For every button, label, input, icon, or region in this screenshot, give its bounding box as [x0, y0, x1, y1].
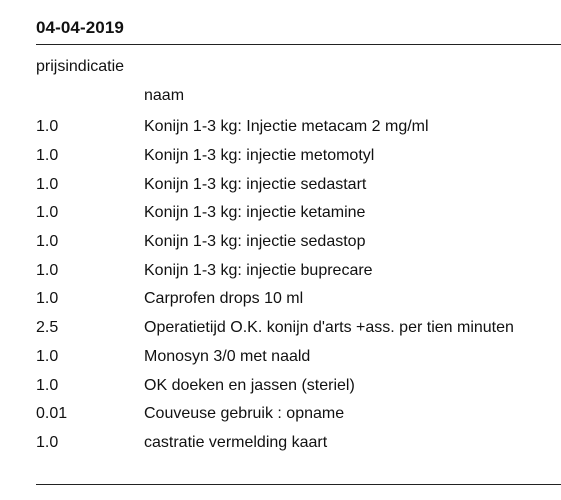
row-name: Konijn 1-3 kg: injectie sedastart	[144, 175, 367, 193]
row-name: OK doeken en jassen (steriel)	[144, 376, 355, 394]
row-name: Konijn 1-3 kg: injectie sedastop	[144, 233, 366, 251]
row-name: Carprofen drops 10 ml	[144, 290, 304, 308]
table-row	[36, 113, 556, 142]
row-price: 1.0	[36, 147, 59, 165]
row-name: castratie vermelding kaart	[144, 433, 328, 451]
table-row	[36, 314, 556, 343]
column-header-name: naam	[144, 87, 185, 104]
row-price: 1.0	[36, 290, 59, 308]
row-name: Monosyn 3/0 met naald	[144, 347, 311, 365]
line-items-list	[36, 113, 556, 457]
row-name: Operatietijd O.K. konijn d'arts +ass. per tien minuten	[144, 319, 514, 337]
row-price: 1.0	[36, 175, 59, 193]
table-row	[36, 170, 556, 199]
table-row	[36, 142, 556, 171]
table-row	[36, 228, 556, 257]
table-row	[36, 429, 556, 458]
row-price: 2.5	[36, 319, 59, 337]
row-name: Konijn 1-3 kg: injectie buprecare	[144, 261, 373, 279]
table-row	[36, 256, 556, 285]
row-name: Konijn 1-3 kg: Injectie metacam 2 mg/ml	[144, 118, 429, 136]
table-row	[36, 343, 556, 372]
column-header-price: prijsindicatie	[36, 58, 125, 75]
row-name: Couveuse gebruik : opname	[144, 405, 345, 423]
row-price: 0.01	[36, 405, 68, 423]
row-price: 1.0	[36, 347, 59, 365]
row-price: 1.0	[36, 204, 59, 222]
row-name: Konijn 1-3 kg: injectie ketamine	[144, 204, 366, 222]
row-name: Konijn 1-3 kg: injectie metomotyl	[144, 147, 375, 165]
row-price: 1.0	[36, 376, 59, 394]
row-price: 1.0	[36, 118, 59, 136]
table-row	[36, 400, 556, 429]
row-price: 1.0	[36, 433, 59, 451]
row-price: 1.0	[36, 233, 59, 251]
top-divider	[36, 44, 561, 45]
row-price: 1.0	[36, 261, 59, 279]
date-heading: 04-04-2019	[36, 18, 124, 37]
bottom-divider	[36, 484, 561, 485]
table-row	[36, 199, 556, 228]
table-row	[36, 285, 556, 314]
table-row	[36, 371, 556, 400]
